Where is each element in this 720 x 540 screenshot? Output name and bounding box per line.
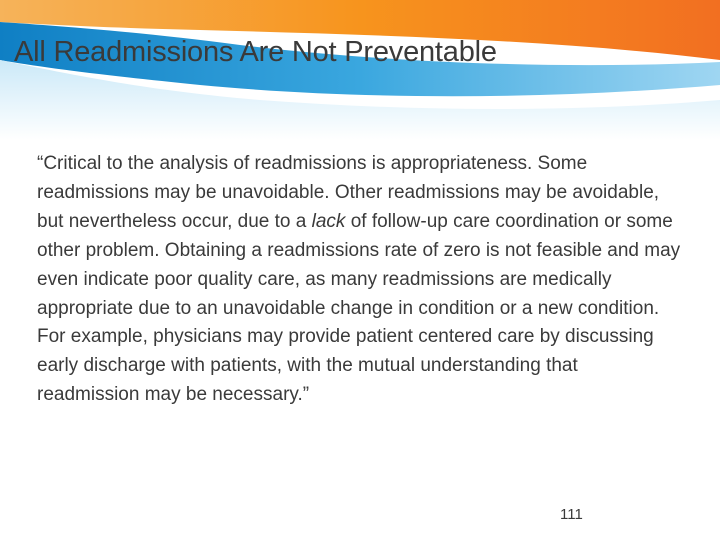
page-number: 111 [560, 506, 583, 523]
slide-title: All Readmissions Are Not Preventable [14, 36, 497, 68]
quote-text [37, 150, 685, 410]
quote-emphasis: lack [311, 210, 346, 232]
quote-text-end: of follow-up care coordination or some other problem. Obtaining a readmissions rate of zero is not feasible and may even indicate poor quality care, as many readmissions are medically appropriate due to an unavoidable change in condition or a new condition. For example, physicians may provide patient centered care by discussing early discharge with patients, with the mutual understanding that readmission may be necessary.” [37, 210, 681, 406]
quote-text-start: “Critical to the analysis of readmissions is appropriateness. Some readmissions may be unavoidable. Other readmissions may be avoidable, but nevertheless occur, due to a [37, 153, 660, 232]
header-banner [0, 0, 720, 140]
